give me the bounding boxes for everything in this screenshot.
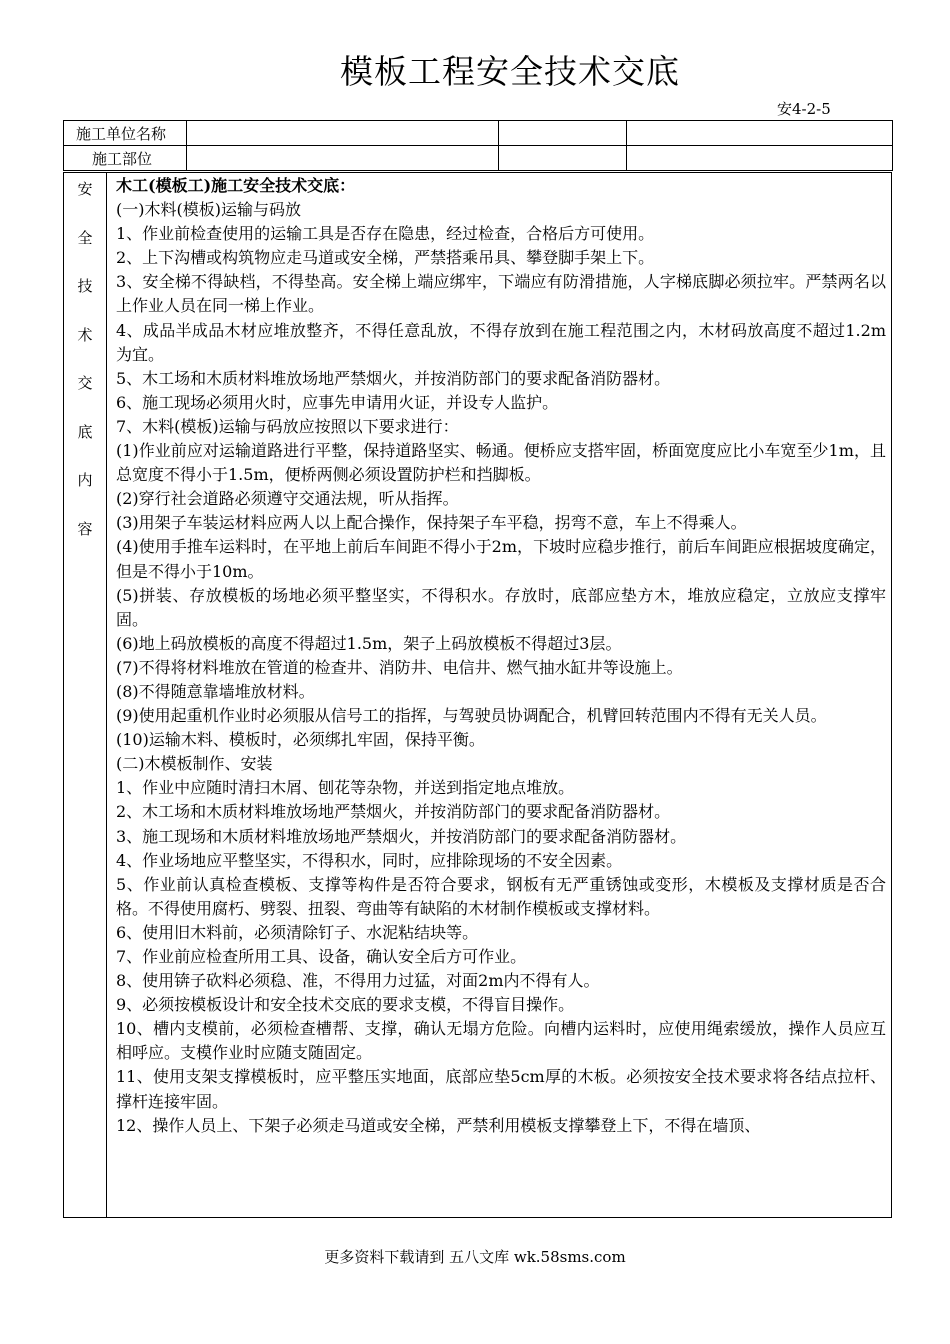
disclosure-body <box>63 172 892 1218</box>
side-label-char: 术 <box>77 326 93 344</box>
content-line: (1)作业前应对运输道路进行平整，保持道路坚实、畅通。便桥应支搭牢固，桥面宽度应比小车宽至少1m，且总宽度不得小于1.5m，便桥两侧必须设置防护栏和挡脚板。 <box>116 441 886 485</box>
content-line: 2、上下沟槽或构筑物应走马道或安全梯，严禁搭乘吊具、攀登脚手架上下。 <box>116 248 655 268</box>
side-label-char: 内 <box>77 471 93 489</box>
content-line: 6、使用旧木料前，必须清除钉子、水泥粘结块等。 <box>116 922 479 942</box>
content-line: 1、作业前检查使用的运输工具是否存在隐患，经过检查，合格后方可使用。 <box>116 224 655 244</box>
content-line: 4、成品半成品木材应堆放整齐，不得任意乱放，不得存放到在施工程范围之内，木材码放高度不超过1.2m为宜。 <box>116 320 886 364</box>
content-line: 3、安全梯不得缺档，不得垫高。安全梯上端应绑牢，下端应有防滑措施，人字梯底脚必须拉牢。严禁两名以上作业人员在同一梯上作业。 <box>116 272 886 316</box>
part-label: 施工部位 <box>64 146 187 171</box>
content-heading: 木工(模板工)施工安全技术交底： <box>116 176 356 195</box>
content-line: 1、作业中应随时清扫木屑、刨花等杂物，并送到指定地点堆放。 <box>116 778 575 798</box>
content-line: 2、木工场和木质材料堆放场地严禁烟火，并按消防部门的要求配备消防器材。 <box>116 802 671 822</box>
unit-label: 施工单位名称 <box>64 121 187 146</box>
content-line: 8、使用锛子砍料必须稳、准，不得用力过猛，对面2m内不得有人。 <box>116 971 600 991</box>
content-line: 6、施工现场必须用火时，应事先申请用火证，并设专人监护。 <box>116 392 559 412</box>
header-empty-cell <box>499 146 627 171</box>
side-label-char: 底 <box>77 423 93 441</box>
part-value <box>187 146 499 171</box>
content-line: 3、施工现场和木质材料堆放场地严禁烟火，并按消防部门的要求配备消防器材。 <box>116 826 687 846</box>
side-label-char: 全 <box>77 229 93 247</box>
document-title: 模板工程安全技术交底 <box>340 52 680 91</box>
content-line: 9、必须按模板设计和安全技术交底的要求支模，不得盲目操作。 <box>116 995 575 1015</box>
header-table <box>63 120 893 171</box>
content-line: 11、使用支架支撑模板时，应平整压实地面，底部应垫5cm厚的木板。必须按安全技术要求将各结点拉杆、撑杆连接牢固。 <box>116 1067 886 1111</box>
content-line: (10)运输木料、模板时，必须绑扎牢固，保持平衡。 <box>116 730 485 750</box>
side-label-column <box>64 173 107 1217</box>
content-line: 5、作业前认真检查模板、支撑等构件是否符合要求，钢板有无严重锈蚀或变形，木模板及支撑材质是否合格。不得使用腐朽、劈裂、扭裂、弯曲等有缺陷的木材制作模板或支撑材料。 <box>116 874 886 918</box>
content-line: (6)地上码放模板的高度不得超过1.5m，架子上码放模板不得超过3层。 <box>116 633 622 653</box>
header-empty-cell <box>627 121 893 146</box>
content-line: 5、木工场和木质材料堆放场地严禁烟火，并按消防部门的要求配备消防器材。 <box>116 368 671 388</box>
content-line: 10、槽内支模前，必须检查槽帮、支撑，确认无塌方危险。向槽内运料时，应使用绳索缓放，操作人员应互相呼应。支模作业时应随支随固定。 <box>116 1019 886 1063</box>
content-line: (9)使用起重机作业时必须服从信号工的指挥，与驾驶员协调配合，机臂回转范围内不得有无关人员。 <box>116 706 827 726</box>
header-empty-cell <box>499 121 627 146</box>
side-label-char: 安 <box>77 180 93 198</box>
footer-link-text: 更多资料下载请到 五八文库 wk.58sms.com <box>324 1248 626 1266</box>
content-line: (3)用架子车装运材料应两人以上配合操作，保持架子车平稳，拐弯不意，车上不得乘人。 <box>116 513 747 533</box>
content-line: (8)不得随意靠墙堆放材料。 <box>116 681 315 701</box>
content-line: (4)使用手推车运料时，在平地上前后车间距不得小于2m，下坡时应稳步推行，前后车间距应根据坡度确定，但是不得小于10m。 <box>116 537 886 581</box>
unit-value <box>187 121 499 146</box>
side-label-char: 技 <box>77 277 93 295</box>
content-line: 7、作业前应检查所用工具、设备，确认安全后方可作业。 <box>116 947 527 966</box>
side-label-char: 容 <box>77 520 93 538</box>
header-row-part <box>64 146 893 171</box>
content-line: (5)拼装、存放模板的场地必须平整坚实，不得积水。存放时，底部应垫方木，堆放应稳定，立放应支撑牢固。 <box>116 585 886 629</box>
document-code: 安4-2-5 <box>777 100 831 118</box>
header-empty-cell <box>627 146 893 171</box>
content-line: 7、木料(模板)运输与码放应按照以下要求进行： <box>116 416 459 436</box>
content-line: (7)不得将材料堆放在管道的检查井、消防井、电信井、燃气抽水缸井等设施上。 <box>116 657 683 677</box>
content-line: 12、操作人员上、下架子必须走马道或安全梯，严禁利用模板支撑攀登上下，不得在墙顶、 <box>116 1115 761 1135</box>
side-label-char: 交 <box>77 374 93 392</box>
header-row-unit <box>64 121 893 146</box>
content-line: (一)木料(模板)运输与码放 <box>116 200 301 220</box>
disclosure-content <box>116 174 886 1138</box>
content-line: (二)木模板制作、安装 <box>116 754 273 774</box>
content-line: 4、作业场地应平整坚实，不得积水，同时，应排除现场的不安全因素。 <box>116 850 623 870</box>
content-line: (2)穿行社会道路必须遵守交通法规，听从指挥。 <box>116 489 459 509</box>
